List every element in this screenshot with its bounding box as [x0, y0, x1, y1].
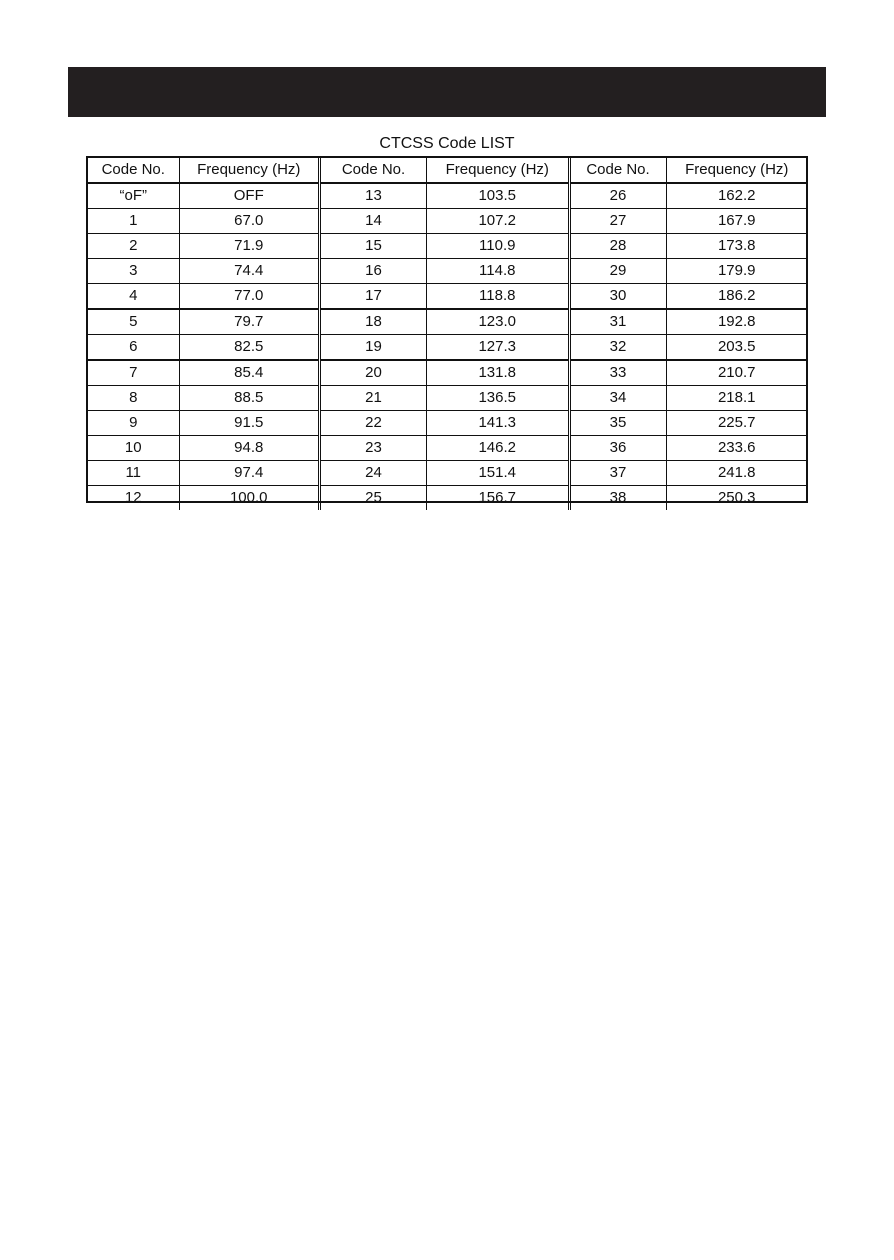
frequency-cell: 203.5 — [666, 335, 807, 361]
table-row — [569, 360, 807, 386]
code-cell: 13 — [320, 183, 427, 209]
frequency-cell: 97.4 — [179, 461, 318, 486]
table-row — [88, 486, 318, 511]
frequency-cell: 210.7 — [666, 360, 807, 386]
code-cell: 36 — [569, 436, 666, 461]
frequency-cell: 77.0 — [179, 284, 318, 310]
table-row — [569, 234, 807, 259]
frequency-cell: OFF — [179, 183, 318, 209]
column-header-code: Code No. — [88, 158, 179, 183]
ctcss-table-group-1 — [88, 158, 318, 510]
table-row — [88, 284, 318, 310]
frequency-cell: 114.8 — [427, 259, 568, 284]
frequency-cell: 79.7 — [179, 309, 318, 335]
code-cell: 25 — [320, 486, 427, 511]
code-cell: 10 — [88, 436, 179, 461]
code-cell: 30 — [569, 284, 666, 310]
code-cell: “oF” — [88, 183, 179, 209]
code-cell: 1 — [88, 209, 179, 234]
table-row — [320, 284, 568, 310]
frequency-cell: 71.9 — [179, 234, 318, 259]
frequency-cell: 85.4 — [179, 360, 318, 386]
code-cell: 23 — [320, 436, 427, 461]
table-row — [569, 183, 807, 209]
table-row — [320, 309, 568, 335]
code-cell: 33 — [569, 360, 666, 386]
code-cell: 22 — [320, 411, 427, 436]
table-title: CTCSS Code LIST — [379, 135, 515, 152]
frequency-cell: 123.0 — [427, 309, 568, 335]
table-row — [88, 234, 318, 259]
frequency-cell: 82.5 — [179, 335, 318, 361]
code-cell: 19 — [320, 335, 427, 361]
frequency-cell: 151.4 — [427, 461, 568, 486]
code-cell: 28 — [569, 234, 666, 259]
code-cell: 9 — [88, 411, 179, 436]
column-header-frequency: Frequency (Hz) — [666, 158, 807, 183]
column-header-frequency: Frequency (Hz) — [179, 158, 318, 183]
table-row — [569, 259, 807, 284]
column-header-code: Code No. — [320, 158, 427, 183]
header-bar — [68, 67, 826, 117]
table-row — [320, 411, 568, 436]
table-row — [88, 259, 318, 284]
code-cell: 37 — [569, 461, 666, 486]
frequency-cell: 162.2 — [666, 183, 807, 209]
frequency-cell: 118.8 — [427, 284, 568, 310]
code-cell: 35 — [569, 411, 666, 436]
frequency-cell: 136.5 — [427, 386, 568, 411]
frequency-cell: 67.0 — [179, 209, 318, 234]
table-row — [569, 335, 807, 361]
frequency-cell: 141.3 — [427, 411, 568, 436]
code-cell: 18 — [320, 309, 427, 335]
ctcss-code-table — [86, 156, 808, 506]
table-row — [88, 436, 318, 461]
code-cell: 26 — [569, 183, 666, 209]
ctcss-table-group-3 — [568, 158, 808, 510]
table-row — [569, 486, 807, 511]
frequency-cell: 91.5 — [179, 411, 318, 436]
code-cell: 3 — [88, 259, 179, 284]
frequency-cell: 167.9 — [666, 209, 807, 234]
table-row — [320, 360, 568, 386]
frequency-cell: 173.8 — [666, 234, 807, 259]
table-row — [569, 209, 807, 234]
frequency-cell: 100.0 — [179, 486, 318, 511]
table-row — [569, 461, 807, 486]
table-row — [88, 335, 318, 361]
code-cell: 31 — [569, 309, 666, 335]
code-cell: 38 — [569, 486, 666, 511]
code-cell: 4 — [88, 284, 179, 310]
frequency-cell: 107.2 — [427, 209, 568, 234]
frequency-cell: 146.2 — [427, 436, 568, 461]
code-cell: 27 — [569, 209, 666, 234]
table-header-row — [569, 158, 807, 183]
column-header-frequency: Frequency (Hz) — [427, 158, 568, 183]
frequency-cell: 218.1 — [666, 386, 807, 411]
code-cell: 2 — [88, 234, 179, 259]
frequency-cell: 127.3 — [427, 335, 568, 361]
table-row — [88, 461, 318, 486]
table-row — [88, 183, 318, 209]
code-cell: 7 — [88, 360, 179, 386]
table-row — [569, 284, 807, 310]
table-row — [569, 386, 807, 411]
frequency-cell: 233.6 — [666, 436, 807, 461]
frequency-cell: 225.7 — [666, 411, 807, 436]
table-row — [569, 309, 807, 335]
frequency-cell: 250.3 — [666, 486, 807, 511]
code-cell: 17 — [320, 284, 427, 310]
frequency-cell: 192.8 — [666, 309, 807, 335]
table-row — [88, 209, 318, 234]
code-cell: 12 — [88, 486, 179, 511]
frequency-cell: 103.5 — [427, 183, 568, 209]
column-header-code: Code No. — [569, 158, 666, 183]
code-cell: 15 — [320, 234, 427, 259]
table-row — [88, 386, 318, 411]
table-row — [88, 360, 318, 386]
code-cell: 11 — [88, 461, 179, 486]
table-row — [320, 335, 568, 361]
code-cell: 29 — [569, 259, 666, 284]
table-row — [88, 411, 318, 436]
table-row — [569, 411, 807, 436]
code-cell: 34 — [569, 386, 666, 411]
frequency-cell: 94.8 — [179, 436, 318, 461]
table-row — [88, 309, 318, 335]
table-row — [569, 436, 807, 461]
code-cell: 8 — [88, 386, 179, 411]
frequency-cell: 88.5 — [179, 386, 318, 411]
code-cell: 5 — [88, 309, 179, 335]
frequency-cell: 131.8 — [427, 360, 568, 386]
ctcss-table-group-2 — [318, 158, 568, 510]
frequency-cell: 186.2 — [666, 284, 807, 310]
code-cell: 16 — [320, 259, 427, 284]
code-cell: 6 — [88, 335, 179, 361]
table-row — [320, 436, 568, 461]
table-header-row — [320, 158, 568, 183]
code-cell: 20 — [320, 360, 427, 386]
frequency-cell: 110.9 — [427, 234, 568, 259]
table-row — [320, 386, 568, 411]
table-row — [320, 209, 568, 234]
code-cell: 32 — [569, 335, 666, 361]
table-row — [320, 234, 568, 259]
frequency-cell: 179.9 — [666, 259, 807, 284]
code-cell: 21 — [320, 386, 427, 411]
table-header-row — [88, 158, 318, 183]
table-row — [320, 259, 568, 284]
frequency-cell: 74.4 — [179, 259, 318, 284]
table-row — [320, 486, 568, 511]
code-cell: 14 — [320, 209, 427, 234]
table-row — [320, 461, 568, 486]
table-row — [320, 183, 568, 209]
code-cell: 24 — [320, 461, 427, 486]
frequency-cell: 241.8 — [666, 461, 807, 486]
frequency-cell: 156.7 — [427, 486, 568, 511]
